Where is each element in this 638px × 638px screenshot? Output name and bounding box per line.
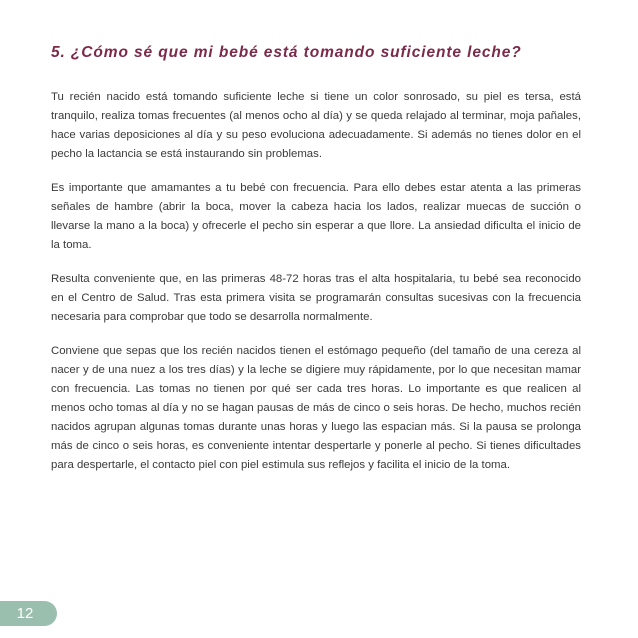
paragraph-signs-enough-milk: Tu recién nacido está tomando suficiente leche si tiene un color sonrosado, su piel es tersa, está tranquilo, realiza tomas frecuentes (al menos ocho al día) y se queda relajado al terminar, moja pañales, hace varias deposiciones al día y su peso evoluciona adecuadamente. Si además no tienes dolor en el pecho la lactancia se está instaurando sin problemas. xyxy=(51,91,581,160)
paragraph-health-center-visit: Resulta conveniente que, en las primeras 48-72 horas tras el alta hospitalaria, tu bebé sea reconocido en el Centro de Salud. Tras esta primera visita se programarán consultas sucesivas con la frecuencia necesaria para comprobar que todo se desarrolla normalmente. xyxy=(51,273,581,323)
page-number: 12 xyxy=(16,605,34,622)
page-number-tab xyxy=(0,601,57,626)
paragraph-feeding-frequency: Es importante que amamantes a tu bebé con frecuencia. Para ello debes estar atenta a las primeras señales de hambre (abrir la boca, mover la cabeza hacia los lados, realizar muecas de succión o llevarse la mano a la boca) y ofrecerle el pecho sin esperar a que llore. La ansiedad dificulta el inicio de la toma. xyxy=(51,182,581,251)
paragraph-stomach-size: Conviene que sepas que los recién nacidos tienen el estómago pequeño (del tamaño de una cereza al nacer y de una nuez a los tres días) y la leche se digiere muy rápidamente, por lo que necesitan mamar con frecuencia. Las tomas no tienen por qué ser cada tres horas. Lo importante es que realicen al menos ocho tomas al día y no se hagan pausas de más de cinco o seis horas. De hecho, muchos recién nacidos agrupan algunas tomas durante unas horas y luego las espacian más. Si la pausa se prolonga más de cinco o seis horas, es conveniente intentar despertarle y ponerle al pecho. Si tienes dificultades para despertarle, el contacto piel con piel estimula sus reflejos y facilita el inicio de la toma. xyxy=(51,345,581,471)
section-body xyxy=(51,88,581,490)
section-heading: 5. ¿Cómo sé que mi bebé está tomando suficiente leche? xyxy=(51,44,522,61)
